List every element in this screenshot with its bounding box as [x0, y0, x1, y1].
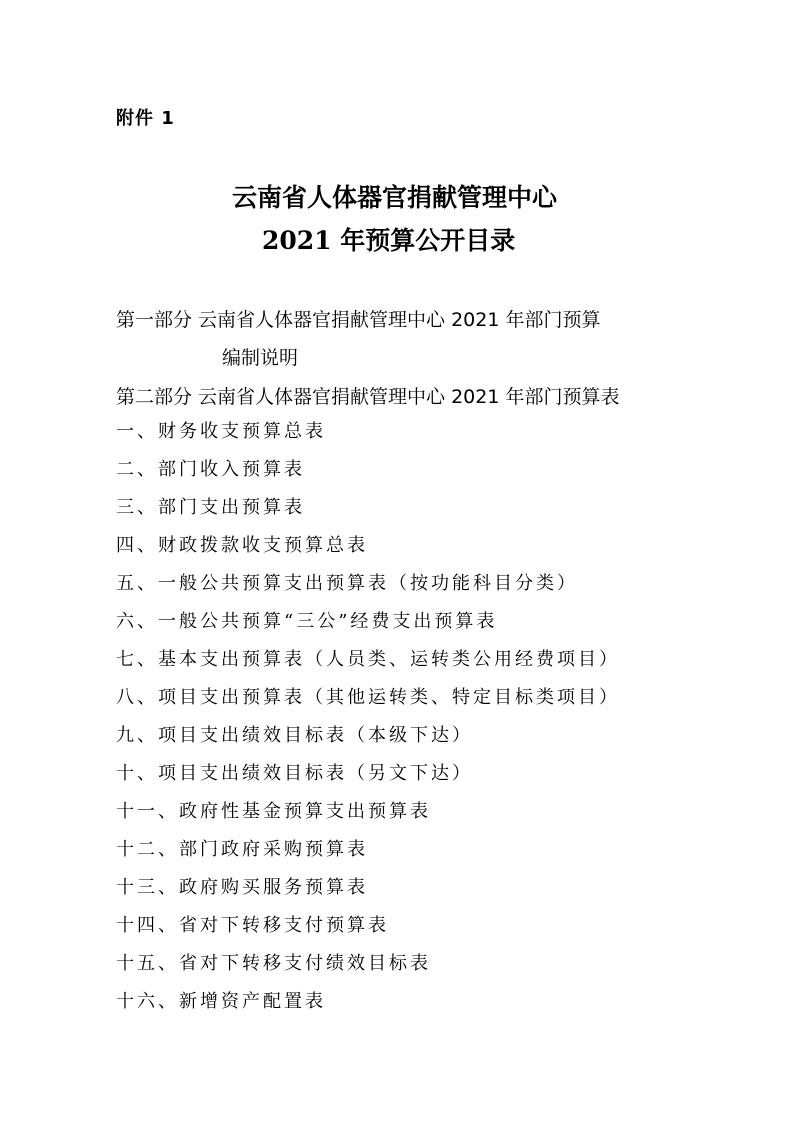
toc-item: 十六、新增资产配置表	[116, 991, 326, 1012]
toc-item: 十五、省对下转移支付绩效目标表	[116, 953, 431, 974]
toc-item: 十、项目支出绩效目标表（另文下达）	[116, 763, 473, 784]
toc-item: 六、一般公共预算“三公”经费支出预算表	[116, 611, 498, 632]
toc-item: 十四、省对下转移支付预算表	[116, 915, 389, 936]
toc-item: 十三、政府购买服务预算表	[116, 877, 368, 898]
toc-item: 五、一般公共预算支出预算表（按功能科目分类）	[116, 573, 578, 594]
toc-item: 二、部门收入预算表	[116, 459, 305, 480]
attachment-label: 附件 1	[116, 108, 175, 129]
table-of-contents	[116, 422, 620, 1030]
toc-item: 九、项目支出绩效目标表（本级下达）	[116, 725, 473, 746]
part-one-heading: 第一部分 云南省人体器官捐献管理中心 2021 年部门预算	[116, 309, 601, 331]
part-two-heading: 第二部分 云南省人体器官捐献管理中心 2021 年部门预算表	[116, 386, 620, 408]
toc-item: 七、基本支出预算表（人员类、运转类公用经费项目）	[116, 649, 620, 670]
toc-item: 四、财政拨款收支预算总表	[116, 535, 368, 556]
toc-item: 十二、部门政府采购预算表	[116, 839, 368, 860]
toc-item: 一、财务收支预算总表	[116, 421, 326, 442]
document-title-line2: 2021 年预算公开目录	[262, 226, 516, 255]
toc-item: 三、部门支出预算表	[116, 497, 305, 518]
toc-item: 八、项目支出预算表（其他运转类、特定目标类项目）	[116, 687, 620, 708]
document-title-line1: 云南省人体器官捐献管理中心	[232, 183, 558, 212]
part-one-heading-continued: 编制说明	[222, 347, 299, 369]
toc-item: 十一、政府性基金预算支出预算表	[116, 801, 431, 822]
